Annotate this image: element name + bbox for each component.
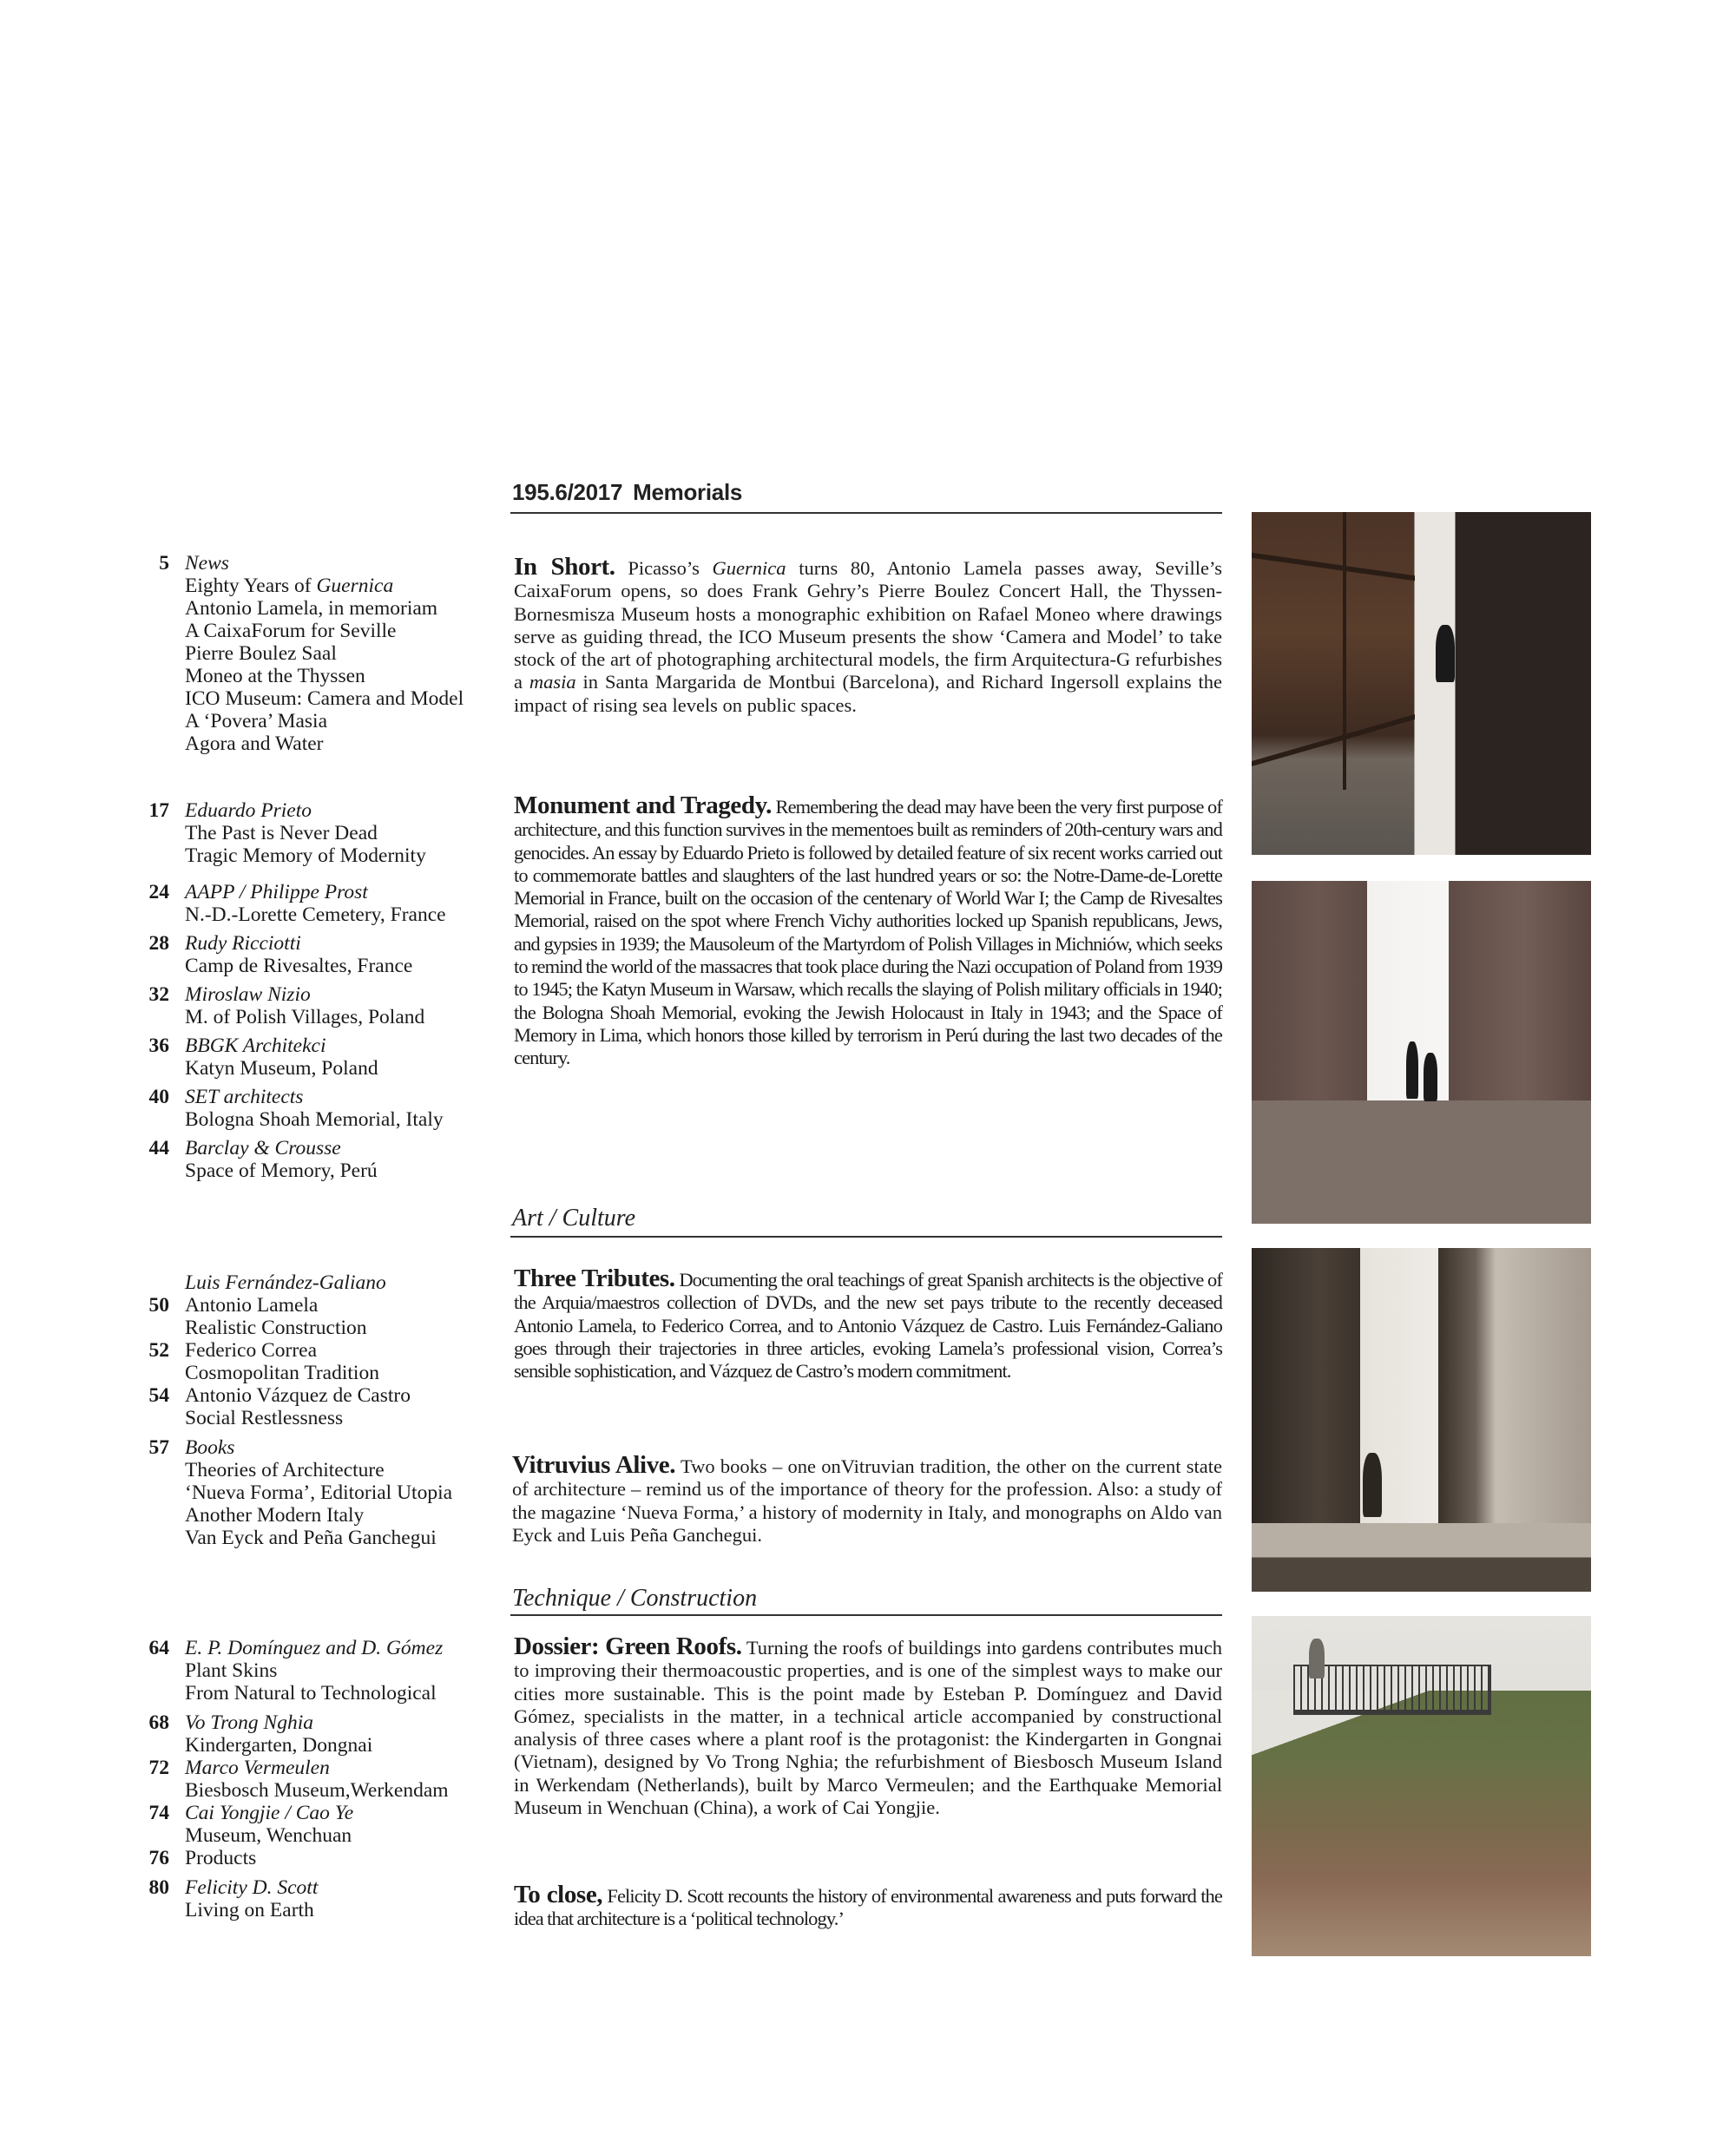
photo-detail [1252,553,1415,581]
toc-line: ‘Nueva Forma’, Editorial Utopia [185,1481,453,1504]
section-heading-technique-construction: Technique / Construction [512,1585,758,1612]
toc-page-number: 74 [148,1802,169,1824]
toc-line: Pierre Boulez Saal [185,642,337,665]
toc-author: SET architects [185,1086,304,1108]
toc-line: Products [185,1847,257,1869]
toc-line: The Past is Never Dead [185,822,378,844]
toc-author: Barclay & Crousse [185,1137,341,1159]
toc-line: Federico Correa [185,1339,318,1362]
toc-line: Moneo at the Thyssen [185,665,365,687]
photo-ivy-alley [1252,1248,1591,1592]
toc-entry[interactable] [143,1876,449,1921]
toc-line: Antonio Vázquez de Castro [185,1384,411,1407]
header-rule [510,512,1222,514]
toc-entry[interactable] [143,1339,452,1384]
toc-entry[interactable] [143,1086,446,1131]
toc-line: Antonio Lamela, in memoriam [185,597,438,620]
summary-vitruvius-alive: Vitruvius Alive. Two books – one onVitruvian tradition, the other on the current state of architecture – remind us of the importance of theory for the profession. Also: a study of the magazine ‘Nueva Forma,’ a history of modernity in Italy, and monographs on Aldo van Eyck and Luis Peña Ganchegui. [512,1451,1222,1546]
toc-line: Camp de Rivesaltes, France [185,955,413,977]
toc-entry[interactable] [143,1847,449,1869]
toc-line: Eighty Years of Guernica [185,575,394,597]
toc-line: Plant Skins [185,1659,278,1682]
toc-author: Eduardo Prieto [185,799,312,822]
toc-entry[interactable] [143,552,464,755]
toc-page-number: 80 [148,1876,169,1899]
toc-line: Space of Memory, Perú [185,1159,378,1182]
summary-three-tributes: Three Tributes. Documenting the oral teachings of great Spanish architects is the objective of the Arquia/maestros collection of DVDs, and the new set pays tribute to the recently deceased Antonio Lamela, to Federico Correa, and to Antonio Vázquez de Castro. Luis Fernández-Galiano goes through their trajectories in three articles, evoking Lamela’s professional vision, Correa’s sensible sophistication, and Vázquez de Castro’s modern commitment. [514,1264,1223,1383]
toc-author: Cai Yongjie / Cao Ye [185,1802,354,1824]
toc-author: Felicity D. Scott [185,1876,319,1899]
toc-line: Cosmopolitan Tradition [185,1362,379,1384]
photo-figure [1406,1041,1418,1099]
toc-page-number: 24 [148,881,169,903]
toc-line: Living on Earth [185,1899,314,1921]
toc-page-number: 36 [148,1035,169,1057]
toc-entry[interactable] [143,799,446,867]
paragraph-lead: In Short. [514,553,615,581]
toc-page-number: 72 [148,1757,169,1779]
toc-entry[interactable] [143,1035,446,1080]
toc-author: News [185,552,229,575]
toc-entry[interactable] [143,1137,446,1182]
issue-header [512,479,1222,506]
toc-line: Bologna Shoah Memorial, Italy [185,1108,444,1131]
toc-entry-books[interactable] [143,1436,452,1549]
section-rule [510,1614,1222,1616]
toc-group-memorials [143,799,446,1182]
toc-entry[interactable] [143,1802,449,1847]
toc-entry[interactable] [143,1711,449,1757]
paragraph-lead: Three Tributes. [514,1264,675,1292]
paragraph-lead: Dossier: Green Roofs. [514,1632,742,1660]
toc-page-number: 76 [148,1847,169,1869]
toc-line: Social Restlessness [185,1407,344,1429]
summary-dossier-green-roofs: Dossier: Green Roofs. Turning the roofs of buildings into gardens contributes much to improving their thermoacoustic properties, and is one of the simplest ways to make our cities more sustainable. This is the point made by Esteban P. Domínguez and David Gómez, specialists in the matter, in a technical article accompanied by constructional analysis of three cases where a plant roof is the protagonist: the Kindergarten in Gongnai (Vietnam), designed by Vo Trong Nghia; the refurbishment of Biesbosch Museum Island in Werkendam (Netherlands), built by Marco Vermeulen; and the Earthquake Memorial Museum in Wenchuan (China), a work of Cai Yongjie. [514,1632,1222,1819]
photo-figure [1309,1639,1325,1678]
toc-line: Theories of Architecture [185,1459,385,1481]
toc-entry[interactable] [143,1637,449,1705]
toc-group-art-culture [143,1271,452,1549]
toc-page-number: 54 [148,1384,169,1407]
section-rule [510,1236,1222,1238]
photo-detail [1343,512,1346,790]
toc-author: Rudy Ricciotti [185,932,301,955]
toc-entry[interactable] [143,881,446,926]
toc-group-author-row [143,1271,452,1294]
toc-line: Kindergarten, Dongnai [185,1734,373,1757]
toc-line: Another Modern Italy [185,1504,365,1527]
photo-figure [1436,625,1455,682]
toc-group-news [143,552,464,755]
toc-group-technique [143,1637,449,1921]
toc-page-number: 57 [148,1436,169,1459]
toc-page-number: 40 [148,1086,169,1108]
photo-green-roof [1252,1616,1591,1956]
toc-page-number: 52 [148,1339,169,1362]
summary-in-short: In Short. Picasso’s Guernica turns 80, Antonio Lamela passes away, Seville’s CaixaForum opens, so does Frank Gehry’s Pierre Boulez Concert Hall, the Thyssen-Bornesmisza Museum hosts a monographic exhibition on Rafael Moneo where drawings serve as guiding thread, the ICO Museum presents the show ‘Camera and Model’ to take stock of the art of photographing architectural models, the firm Arquitectura-G refurbishes a masia in Santa Margarida de Montbui (Barcelona), and Richard Ingersoll explains the impact of rising sea levels on public spaces. [514,553,1222,716]
toc-author: Luis Fernández-Galiano [185,1271,386,1294]
toc-author: Marco Vermeulen [185,1757,330,1779]
toc-line: A ‘Povera’ Masia [185,710,328,732]
toc-line: Realistic Construction [185,1317,367,1339]
section-heading-art-culture: Art / Culture [512,1205,636,1232]
toc-page-number: 32 [148,983,169,1006]
toc-author: BBGK Architekci [185,1035,326,1057]
toc-line: N.-D.-Lorette Cemetery, France [185,903,446,926]
toc-line: Tragic Memory of Modernity [185,844,426,867]
toc-line: Antonio Lamela [185,1294,319,1317]
toc-entry[interactable] [143,932,446,977]
toc-line: Van Eyck and Peña Ganchegui [185,1527,437,1549]
toc-entry[interactable] [143,983,446,1028]
photo-figure [1424,1053,1437,1101]
toc-page-number: 50 [148,1294,169,1317]
paragraph-lead: Vitruvius Alive. [512,1451,676,1479]
toc-page-number: 44 [148,1137,169,1159]
issue-number: 195.6/2017 [512,479,623,505]
toc-line: M. of Polish Villages, Poland [185,1006,425,1028]
toc-line: From Natural to Technological [185,1682,437,1705]
toc-page-number: 64 [148,1637,169,1659]
toc-author: Books [185,1436,235,1459]
toc-line: Agora and Water [185,732,324,755]
toc-entry[interactable] [143,1384,452,1429]
summary-to-close: To close, Felicity D. Scott recounts the history of environmental awareness and puts forward the idea that architecture is a ‘political technology.’ [514,1881,1222,1930]
photo-steel-corridor [1252,512,1591,855]
toc-page-number: 5 [159,552,169,575]
toc-page-number: 68 [148,1711,169,1734]
toc-line: A CaixaForum for Seville [185,620,397,642]
toc-entry[interactable] [143,1757,449,1802]
toc-line: ICO Museum: Camera and Model [185,687,464,710]
summary-monument-tragedy: Monument and Tragedy. Remembering the dead may have been the very first purpose of architecture, and this function survives in the mementoes built as reminders of 20th-century wars and genocides. An essay by Eduardo Prieto is followed by detailed feature of six recent works carried out to commemorate battles and slaughters of the last hundred years or so: the Notre-Dame-de-Lorette Memorial in France, built on the occasion of the centenary of World War I; the Camp de Rivesaltes Memorial, raised on the spot where French Vichy authorities locked up Spanish republicans, Jews, and gypsies in 1939; the Mausoleum of the Martyrdom of Polish Villages in Michniów, which seeks to remind the world of the massacres that took place during the Nazi occupation of Poland from 1939 to 1945; the Katyn Museum in Warsaw, which recalls the slaying of Polish military officials in 1940; the Bologna Shoah Memorial, evoking the Jewish Holocaust in Italy in 1943; and the Space of Memory in Lima, which honors those killed by terrorism in Perú during the last two decades of the century. [514,792,1222,1069]
toc-entry[interactable] [143,1294,452,1339]
photo-stair-passage [1252,881,1591,1224]
paragraph-lead: Monument and Tragedy. [514,792,772,819]
photo-detail [1252,714,1415,766]
toc-page-number: 28 [148,932,169,955]
toc-author: Miroslaw Nizio [185,983,311,1006]
toc-line: Museum, Wenchuan [185,1824,352,1847]
toc-page-number: 17 [148,799,169,822]
paragraph-lead: To close, [514,1881,603,1908]
toc-author: AAPP / Philippe Prost [185,881,368,903]
toc-line: Biesbosch Museum,Werkendam [185,1779,449,1802]
toc-author: Vo Trong Nghia [185,1711,313,1734]
toc-line: Katyn Museum, Poland [185,1057,378,1080]
issue-title: Memorials [633,479,743,505]
toc-author: E. P. Domínguez and D. Gómez [185,1637,444,1659]
photo-figure [1363,1453,1382,1517]
